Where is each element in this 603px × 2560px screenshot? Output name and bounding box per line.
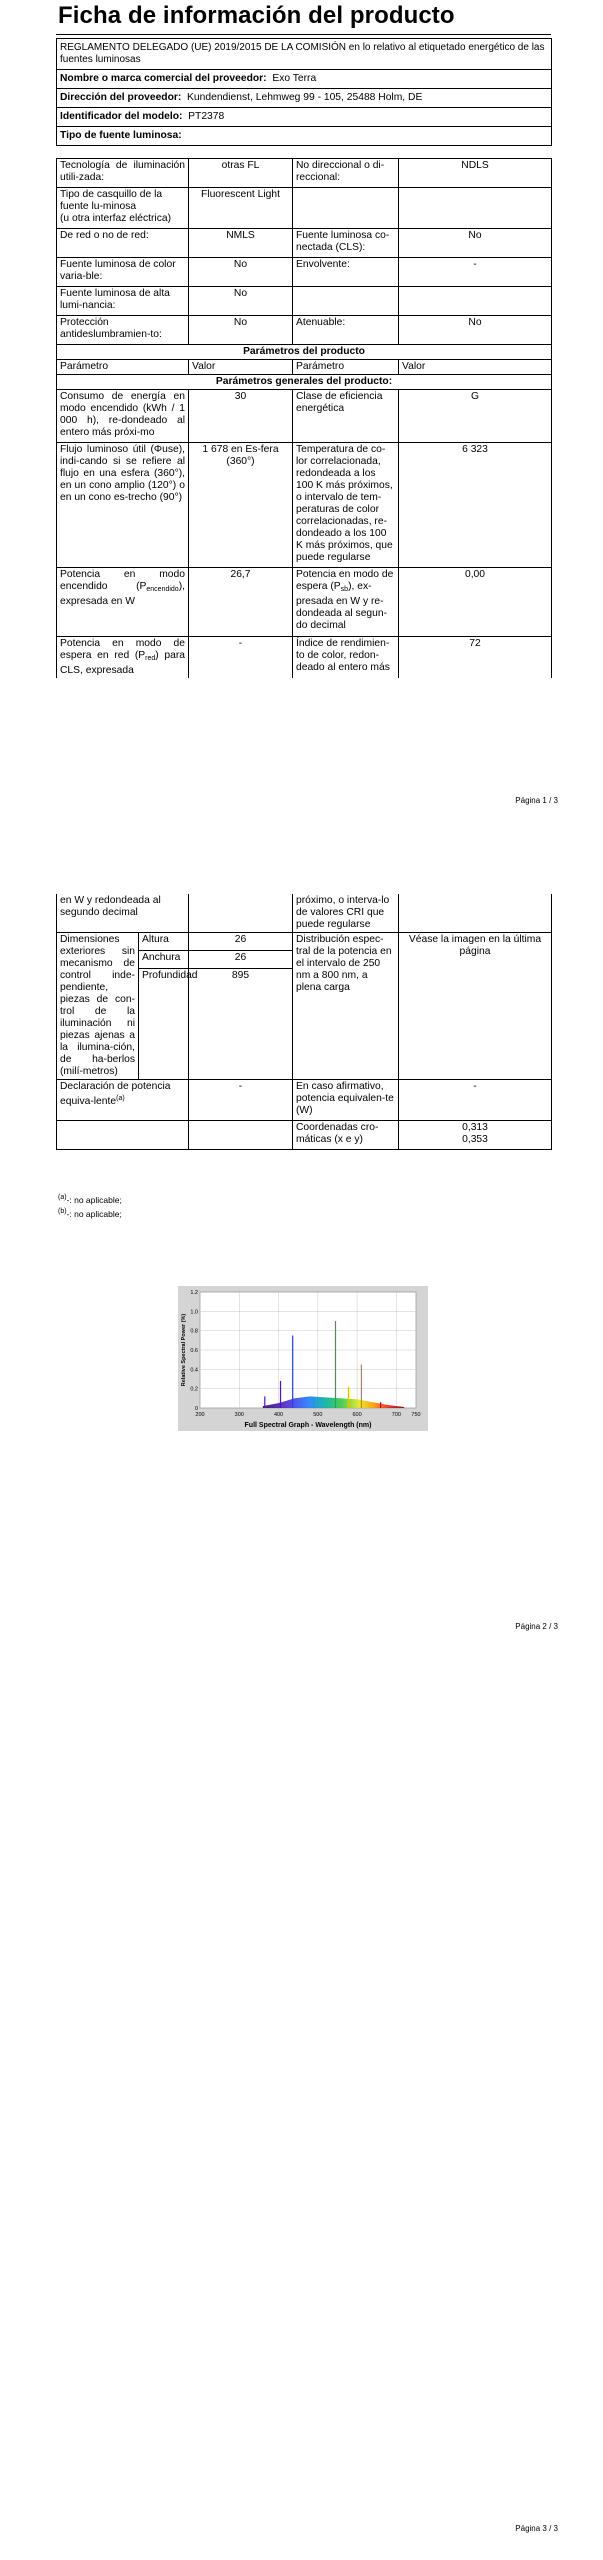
cap-value: Fluorescent Light (189, 188, 293, 229)
footnote-b (58, 1206, 122, 1220)
model-row (57, 108, 552, 127)
height-value: 26 (189, 933, 293, 951)
y-tick-label: 1.0 (190, 1309, 198, 1316)
dims-label: Dimensiones exteriores sin mecanismo de control inde-pendiente, piezas de con-trol de la iluminación ni piezas ajenas a la ilumina-ción, de ha-berlos (milí-metros) (57, 933, 139, 1080)
cri-value: 72 (399, 637, 552, 679)
params-header: Parámetros del producto (57, 345, 552, 360)
cont-row (57, 894, 552, 933)
equiv2-label: En caso afirmativo, potencia equivalen-te (W) (293, 1080, 399, 1121)
height-label: Altura (139, 933, 189, 951)
x-tick-label: 700 (391, 1412, 401, 1418)
type-label: Tipo de fuente luminosa: (57, 127, 552, 146)
general-row (57, 637, 552, 679)
address-label: Dirección del proveedor: (60, 92, 182, 103)
model-label: Identificador del modelo: (60, 111, 183, 122)
page-number: Página 3 / 3 (515, 2524, 558, 2533)
dimmable-label: Atenuable: (293, 316, 399, 345)
general-header-row (57, 375, 552, 390)
x-tick-label: 600 (352, 1412, 362, 1418)
anti-glare-label: Protección antideslumbramien-to: (57, 316, 189, 345)
address-value: Kundendienst, Lehmweg 99 - 105, 25488 Holm, DE (187, 92, 423, 103)
supplier-value: Exo Terra (272, 73, 317, 84)
anti-glare-value: No (189, 316, 293, 345)
address-row (57, 89, 552, 108)
title-rule (56, 34, 551, 35)
header-table (56, 38, 552, 146)
type-row (57, 159, 552, 188)
cont-left: en W y redondeada al segundo decimal (57, 894, 189, 933)
supplier-label: Nombre o marca comercial del proveedor: (60, 73, 267, 84)
equiv2-value: - (399, 1080, 552, 1121)
params-header-row (57, 345, 552, 360)
on-power-value: 26,7 (189, 568, 293, 637)
flux-label: Flujo luminoso útil (Φuse), indi-cando si se refiere al flujo en una esfera (360°), en un cono amplio (120°) o en un cono es-trecho (90°) (57, 443, 189, 568)
standby-value: 0,00 (399, 568, 552, 637)
depth-label: Profundidad (139, 969, 189, 1080)
equiv-row (57, 1080, 552, 1121)
x-tick-label: 200 (195, 1412, 205, 1418)
empty-cell (399, 287, 552, 316)
type-row (57, 287, 552, 316)
x-tick-label: 500 (313, 1412, 323, 1418)
equiv-label (57, 1080, 189, 1121)
standby-sub: sb (340, 586, 349, 593)
empty-cell (293, 188, 399, 229)
standby-text-2: ), ex-presada en W y re-dondeada al segun-do decimal (296, 581, 388, 631)
col-param-1: Parámetro (57, 360, 189, 375)
x-tick-label: 300 (234, 1412, 244, 1418)
flux-value: 1 678 en Es-fera (360°) (189, 443, 293, 568)
note-b-sup: (b) (58, 1208, 67, 1215)
on-power-text-2: ), expresada en W (60, 581, 185, 607)
directional-value: NDLS (399, 159, 552, 188)
spd-label: Distribución espec-tral de la potencia en el intervalo de 250 nm a 800 nm, a plena carga (293, 933, 399, 1080)
spd-value: Véase la imagen en la última página (399, 933, 552, 1080)
page-1 (0, 0, 603, 826)
x-tick-label: 400 (273, 1412, 284, 1418)
general-row (57, 568, 552, 637)
empty-cell (189, 1121, 293, 1150)
params-colheads (57, 360, 552, 375)
net-standby-value: - (189, 637, 293, 679)
high-luminance-label: Fuente luminosa de alta lumi-nancia: (57, 287, 189, 316)
mains-label: De red o no de red: (57, 229, 189, 258)
standby-text: Potencia en modo de espera (P (296, 569, 394, 592)
page-2 (0, 826, 603, 1678)
regulation-text: REGLAMENTO DELEGADO (UE) 2019/2015 DE LA COMISIÓN en lo relativo al etiquetado energético de las fuentes luminosas (57, 39, 552, 70)
empty-cell (399, 188, 552, 229)
coord-y: 0,353 (462, 1134, 488, 1145)
on-power-sub: encendido (146, 586, 179, 593)
net-standby-text-2: ) para CLS, expresada (60, 650, 185, 676)
x-axis-label: Full Spectral Graph - Wavelength (nm) (244, 1422, 372, 1429)
coord-label: Coordenadas cro-máticas (x e y) (293, 1121, 399, 1150)
col-value-1: Valor (189, 360, 293, 375)
page-title: Ficha de información del producto (58, 2, 455, 29)
envelope-label: Envolvente: (293, 258, 399, 287)
note-b-text: -: no aplicable; (66, 1209, 122, 1219)
general-row (57, 443, 552, 568)
type-row (57, 316, 552, 345)
width-label: Anchura (139, 951, 189, 969)
cct-label: Temperatura de co-lor correlacionada, redondeada a los 100 K más próximos, o intervalo de tem-peraturas de color correlacionadas, re-dondeado a los 100 K más próximos, que puede regularse (293, 443, 399, 568)
depth-value: 895 (189, 969, 293, 1080)
coord-x: 0,313 (462, 1122, 488, 1133)
page-number: Página 2 / 3 (515, 1622, 558, 1631)
high-luminance-value: No (189, 287, 293, 316)
on-power-label (57, 568, 189, 637)
envelope-value: - (399, 258, 552, 287)
col-value-2: Valor (399, 360, 552, 375)
empty-cell (57, 1121, 189, 1150)
y-axis-label: Relative Spectral Power (%) (181, 1313, 187, 1387)
efficiency-class-value: G (399, 390, 552, 443)
type-table (56, 158, 552, 678)
cap-label-cell (57, 188, 189, 229)
note-a-text: -: no aplicable; (66, 1195, 122, 1205)
net-standby-sub: red (145, 655, 156, 662)
supplier-row (57, 70, 552, 89)
equiv-value: - (189, 1080, 293, 1121)
energy-label: Consumo de energía en modo encendido (kWh / 1 000 h), re-dondeado al entero más próxi-mo (57, 390, 189, 443)
y-tick-label: 0.2 (190, 1386, 198, 1393)
general-row (57, 390, 552, 443)
y-tick-label: 0.6 (190, 1348, 198, 1354)
y-tick-label: 0.4 (190, 1367, 198, 1374)
y-tick-label: 1.2 (190, 1290, 198, 1296)
standby-label (293, 568, 399, 637)
type-row (57, 258, 552, 287)
y-tick-label: 0 (194, 1406, 198, 1412)
cap-sublabel: (u otra interfaz eléctrica) (60, 213, 172, 224)
type-row (57, 229, 552, 258)
coord-row (57, 1121, 552, 1150)
equiv-label-text: Declaración de potencia equiva-lente (60, 1081, 171, 1107)
efficiency-class-label: Clase de eficiencia energética (293, 390, 399, 443)
colour-tunable-value: No (189, 258, 293, 287)
cls-value: No (399, 229, 552, 258)
cap-label: Tipo de casquillo de la fuente lu-minosa (60, 189, 163, 212)
x-tick-label: 750 (411, 1412, 421, 1418)
dims-row (57, 933, 552, 951)
type-row (57, 188, 552, 229)
cri-label: Índice de rendimien-to de color, redon-deado al entero más (293, 637, 399, 679)
cont-right: próximo, o interva-lo de valores CRI que puede regularse (293, 894, 399, 933)
page-3 (0, 1678, 603, 2560)
cct-value: 6 323 (399, 443, 552, 568)
coord-values (399, 1121, 552, 1150)
dimmable-value: No (399, 316, 552, 345)
general-header: Parámetros generales del producto: (57, 375, 552, 390)
continuation-table (56, 894, 552, 1150)
width-value: 26 (189, 951, 293, 969)
net-standby-text: Potencia en modo de espera en red (P (60, 638, 185, 661)
cls-label: Fuente luminosa co-nectada (CLS): (293, 229, 399, 258)
note-a-sup: (a) (58, 1194, 67, 1201)
model-value: PT2378 (188, 111, 225, 122)
mains-value: NMLS (189, 229, 293, 258)
tech-label: Tecnología de iluminación utili-zada: (57, 159, 189, 188)
tech-value: otras FL (189, 159, 293, 188)
footnote-a (58, 1192, 122, 1206)
page-number: Página 1 / 3 (515, 796, 558, 805)
directional-label: No direccional o di-reccional: (293, 159, 399, 188)
on-power-text: Potencia en modo encendido (P (60, 569, 185, 592)
spectral-power-chart (178, 1286, 428, 1431)
y-tick-label: 0.8 (190, 1328, 198, 1335)
col-param-2: Parámetro (293, 360, 399, 375)
empty-cell (293, 287, 399, 316)
empty-cell (399, 894, 552, 933)
net-standby-label (57, 637, 189, 679)
colour-tunable-label: Fuente luminosa de color varia-ble: (57, 258, 189, 287)
energy-value: 30 (189, 390, 293, 443)
equiv-sup: (a) (116, 1095, 125, 1102)
empty-cell (189, 894, 293, 933)
